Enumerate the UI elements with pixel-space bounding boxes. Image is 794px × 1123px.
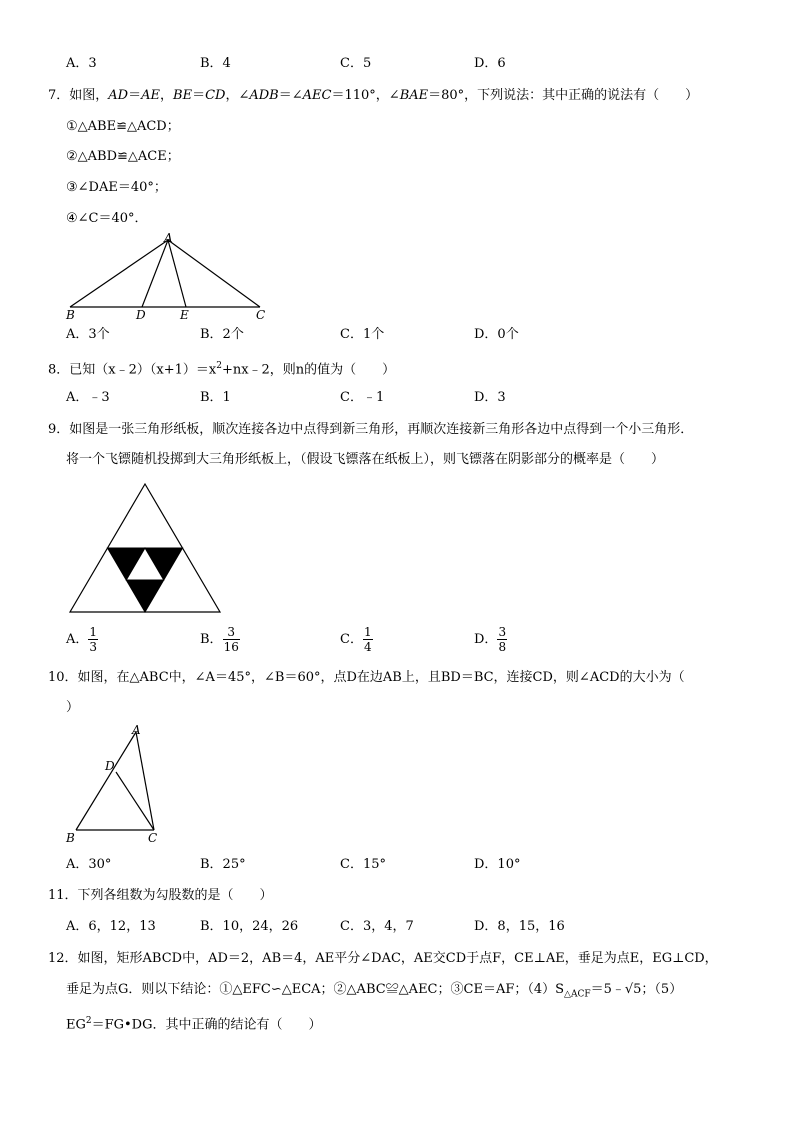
q10-line-1: 10．如图，在△ABC中，∠A＝45°，∠B＝60°，点D在边AB上，且BD＝BC，连接CD，则∠ACD的大小为（ [48,670,685,685]
q12-exponent: 2 [85,1016,92,1026]
q8-option-c: C．﹣1 [340,390,385,405]
q7-figure [60,232,280,322]
numerator: 1 [89,625,98,639]
option-letter: B． [200,632,223,647]
q7-stem-seg: ＝ [128,88,142,103]
q6-option-d: D．6 [474,56,506,71]
q8-option-a: A．﹣3 [66,390,110,405]
numerator: 1 [363,625,372,639]
q9-option-d [474,625,507,654]
q11-stem: 11．下列各组数为勾股数的是（ ） [48,888,273,903]
option-letter: D． [474,632,498,647]
segment-ab [70,240,168,307]
q6-option-c: C．5 [340,56,372,71]
q7-stem-seg: BAE [399,88,429,103]
q8-option-b: B．1 [200,390,231,405]
q11-option-a: A．6，12，13 [66,919,156,934]
denominator: 8 [498,640,507,654]
segment-ae [168,240,186,307]
q6-option-b: B．4 [200,56,231,71]
q7-stem-seg: AD [108,88,129,103]
q11-option-b: B．10，24，26 [200,919,299,934]
numerator: 3 [498,625,507,639]
label-a: A [132,723,141,737]
option-letter: A． [66,632,89,647]
segment-ac [168,240,260,307]
q9-line-1: 9．如图是一张三角形纸板，顺次连接各边中点得到新三角形，再顺次连接新三角形各边中点得到一个小三角形． [48,422,694,437]
q8-option-d: D．3 [474,390,506,405]
q7-stem-seg: ＝ [192,88,206,103]
q7-statement-1 [66,119,180,135]
denominator: 3 [89,640,98,654]
q7-statement-2 [66,149,180,165]
statement-text: ∠DAE＝40°； [77,180,167,195]
q7-stem [48,88,698,104]
q12-subscript: △ACF [564,989,591,1000]
label-a: A [164,232,173,245]
q11-option-d: D．8，15，16 [474,919,565,934]
q7-stem-seg: CD [205,88,226,103]
q9-option-c [340,625,373,654]
fraction [223,625,240,654]
q12-line-3-a: EG [66,1017,86,1033]
q12-line-2-a: 垂足为点G．则以下结论：①△EFC∽△ECA；②△ABC≌△AEC；③CE＝AF；（4）S [66,982,565,997]
q7-option-a: A．3个 [66,327,110,342]
numerator: 3 [223,625,240,640]
label-b: B [66,831,75,845]
fraction [497,625,507,654]
label-c: C [256,308,266,322]
q8-stem-a: 8．已知（x﹣2）（x+1）＝x [48,362,217,378]
segment-ad [142,240,168,307]
fraction [363,625,373,654]
circled-number: ④ [66,211,78,226]
q12-line-1: 12．如图，矩形ABCD中，AD＝2，AB＝4，AE平分∠DAC，AE交CD于点F，CE⊥AE，垂足为点E，EG⊥CD， [48,951,718,966]
q6-option-a: A．3 [66,56,97,71]
q10-option-d: D．10° [474,857,521,872]
fraction [88,625,98,654]
q9-line-2: 将一个飞镖随机投掷到大三角形纸板上，（假设飞镖落在纸板上），则飞镖落在阴影部分的概率是（ ） [66,452,665,467]
denominator: 16 [223,640,239,654]
option-letter: C． [340,632,363,647]
q12-line-3-b: ＝FG•DG．其中正确的结论有（ ） [91,1017,322,1033]
q10-option-a: A．30° [66,857,112,872]
circled-number: ① [66,119,78,134]
q7-stem-seg: ，∠ [225,88,250,103]
denominator: 4 [363,640,372,654]
q9-option-a [66,625,98,654]
statement-text: △ABE≌△ACD； [77,119,180,134]
q7-stem-seg: ， [160,88,174,103]
q7-stem-seg: ADB [249,88,279,103]
segment-ab [76,732,136,830]
circled-number: ③ [66,180,78,195]
q10-line-2: ） [66,700,80,715]
q7-statement-3 [66,180,167,196]
q10-option-c: C．15° [340,857,386,872]
q7-stem-seg: ＝∠ [278,88,303,103]
q12-line-3 [66,1013,322,1033]
q7-stem-seg: AEC [302,88,332,103]
q9-figure [66,480,226,616]
q8-stem-b: +nx﹣2，则n的值为（ ） [221,362,396,378]
label-c: C [148,831,158,845]
q9-option-b [200,625,240,654]
q7-option-d: D．0个 [474,327,519,342]
q11-option-c: C．3，4，7 [340,919,414,934]
q8-stem [48,358,395,378]
label-b: B [66,308,75,322]
label-d: D [105,759,115,773]
q12-line-2 [66,982,682,1003]
q7-stem-seg: ＝80°，下列说法：其中正确的说法有（ ） [428,88,699,103]
statement-text: △ABD≌△ACE； [77,149,180,164]
circled-number: ② [66,149,78,164]
q7-stem-seg: ＝110°，∠ [331,88,400,103]
q7-stem-seg: BE [173,88,193,103]
statement-text: ∠C＝40°． [77,211,148,226]
q7-stem-number: 7．如图， [48,88,109,103]
q10-option-b: B．25° [200,857,246,872]
q7-stem-seg: AE [141,88,160,103]
q7-statement-4 [66,211,148,227]
label-d: D [136,308,146,322]
q7-option-c: C．1个 [340,327,385,342]
q10-figure [62,722,172,846]
q12-line-2-b: ＝5﹣√5；（5） [590,982,683,997]
label-e: E [180,308,189,322]
q7-option-b: B．2个 [200,327,244,342]
q8-exponent: 2 [216,361,222,371]
